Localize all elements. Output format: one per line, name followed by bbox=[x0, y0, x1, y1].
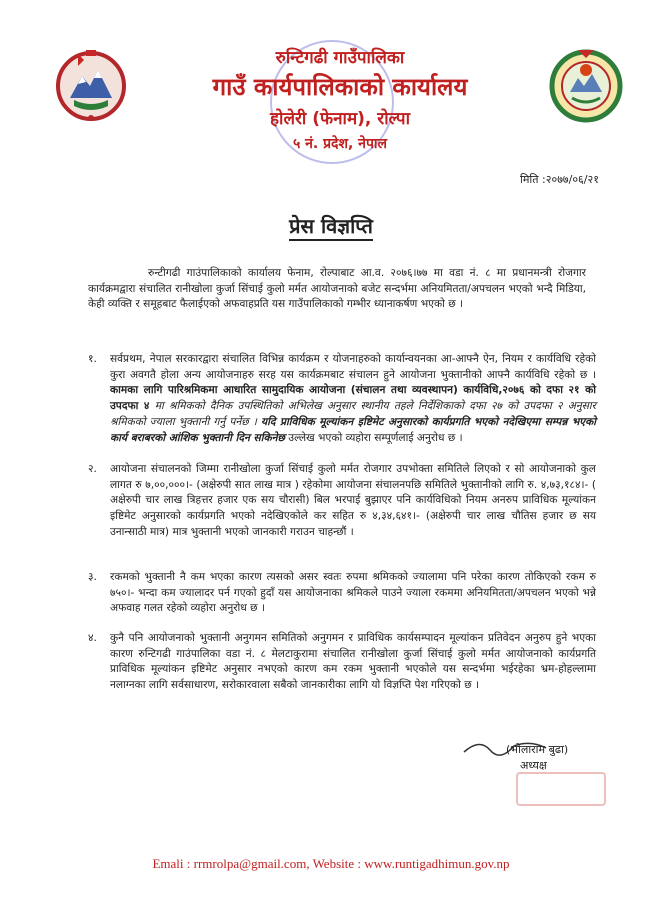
item-text-part: सर्वप्रथम, नेपाल सरकारद्वारा संचालित विभिन्न कार्यक्रम र योजनाहरुको कार्यान्वयनका आ-आफ्नै ऐन, नियम र कार्यविधि रहेको कुरा अवगतै होला अन्य आयोजनाहरु सरह यस कार्यक्रमबाट संचालन हुने आयोजना भुक्तानीको आफ्नै कार्यविधि रहेको छ । bbox=[110, 353, 596, 381]
item-text: आयोजना संचालनको जिम्मा रानीखोला कुर्जा सिंचाई कुलो मर्मत रोजगार उपभोक्ता समितिले लिएको र सो आयोजनाको कुल लागत रु ७,००,०००।- (अक्षेरुपी सात लाख मात्र ) रहेकोमा आयोजना संचालनपछि समितिले भुक्तानीको लागि रु. ४,७३,१८४।- ( अक्षेरुपी चार लाख त्रिहत्तर हजार एक सय चौरासी) बिल भरपाई बुझाएर पनि कार्यविधिको नियम अनरुप प्राविधिक मूल्यांकन इष्टिमेट अनुसारको कार्यप्रगति भएको नदेखिएकोले कर सहित रु ४,३४,६४१।- (अक्षेरुपी चार लाख चौतिस हजार छ सय उनान्साठी मात्र) मात्र भुक्तानी भएको जानकारी गराउन चाहन्छौं । bbox=[110, 463, 596, 538]
item-text bbox=[110, 352, 596, 446]
list-item bbox=[88, 570, 596, 617]
signatory-role: अध्यक्ष bbox=[520, 759, 547, 772]
office-address: होलेरी (फेनाम), रोल्पा bbox=[270, 109, 410, 129]
list-item bbox=[88, 352, 596, 446]
item-number: ३. bbox=[88, 571, 97, 583]
item-text-bold-italic: यदि प्राविधिक मूल्यांकन इष्टिमेट अनुसारको कार्यप्रगति भएको नदेखिएमा सम्पन्न भएको कार्य बराबरको आंशिक भुक्तानी दिन सकिनेछ bbox=[110, 415, 596, 444]
list-item bbox=[88, 631, 596, 694]
item-text-bold: कामका लागि पारिश्रमिकमा आधारित सामुदायिक आयोजना (संचालन तथा व्यवस्थापन) कार्यविधि,२०७६ को दफा २१ को उपदफा ४ bbox=[110, 384, 596, 413]
title-text: प्रेस विज्ञप्ति bbox=[289, 214, 373, 241]
item-text-part: उल्लेख भएको व्यहोरा सम्पूर्णलाई अनुरोध छ । bbox=[284, 431, 463, 444]
contact-footer: Emali : rrmrolpa@gmail.com, Website : www.runtigadhimun.gov.np bbox=[152, 856, 510, 871]
municipality-logo-icon bbox=[548, 46, 624, 126]
intro-paragraph: रुन्टीगढी गाउंपालिकाको कार्यालय फेनाम, रोल्पाबाट आ.व. २०७६।७७ मा वडा नं. ८ मा प्रधानमन्त्री रोजगार कार्यक्रमद्वारा संचालित रानीखोला कुर्जा सिंचाई कुलो मर्मत आयोजनाको बजेट सन्दर्भमा अनियमितता/अपचलन भएको भन्दै मिडिया, केही व्यक्ति र समूहबाट फैलाईएको अफवाहप्रति यस गाउँपालिकाको गम्भीर ध्यानाकर्षण भएको छ । bbox=[88, 267, 586, 311]
list-item bbox=[88, 462, 596, 541]
item-text-italic: मा श्रमिकको दैनिक उपस्थितिको अभिलेख अनुसार स्थानीय तहले निर्देशिकाको दफा २७ को उपदफा २ अनुसार श्रमिकको ज्याला भुक्तानी गर्नु पर्नेछ । bbox=[110, 400, 597, 428]
signatory-name: (भोलाराम बुढा) bbox=[506, 743, 569, 756]
signature-stamp bbox=[516, 772, 606, 806]
municipality-name: रुन्टिगढी गाउँपालिका bbox=[275, 48, 405, 68]
item-number: १. bbox=[88, 353, 97, 365]
item-text: कुनै पनि आयोजनाको भुक्तानी अनुगमन समितिको अनुगमन र प्राविधिक कार्यसम्पादन मूल्यांकन प्रतिवेदन अनुरुप हुने भएका कारण रुन्टिगढी गाउंपालिका वडा नं. ८ मेलटाकुरामा संचालित रानीखोला कुर्जा सिंचाई कुलो मर्मत आयोजनाको कार्यप्रगति प्राविधिक मूल्यांकन इष्टिमेट अनुसार नभएको कारण कम रकम भुक्तानी भएकोले यस सन्दर्भमा भईरहेका भ्रम-होहल्लामा नलाग्नका लागि सर्वसाधारण, सरोकारवाला सबैको जानकारीका लागि यो विज्ञप्ति पेश गरिएको छ । bbox=[110, 632, 596, 692]
province-line: ५ नं. प्रदेश, नेपाल bbox=[292, 136, 388, 152]
document-title bbox=[0, 212, 662, 239]
item-number: २. bbox=[88, 463, 97, 475]
item-number: ४. bbox=[88, 632, 97, 644]
nepal-emblem-icon bbox=[52, 46, 130, 124]
letter-date: मिति :२०७७/०६/२१ bbox=[520, 173, 599, 186]
item-text: रकमको भुक्तानी नै कम भएका कारण त्यसको असर स्वतः रुपमा श्रमिकको ज्यालामा पनि परेका कारण तोकिएको रकम रु ७५०।- भन्दा कम ज्यालादर पर्न गएको हुदाँ यस आयोजनाका श्रमिकले पाउने ज्याला रकममा अनियमितता/अपचलन भएको भन्ने अफवाह गलत रहेको व्यहोरा अनुरोध छ । bbox=[110, 571, 596, 615]
office-name: गाउँ कार्यपालिकाको कार्यालय bbox=[212, 73, 468, 101]
